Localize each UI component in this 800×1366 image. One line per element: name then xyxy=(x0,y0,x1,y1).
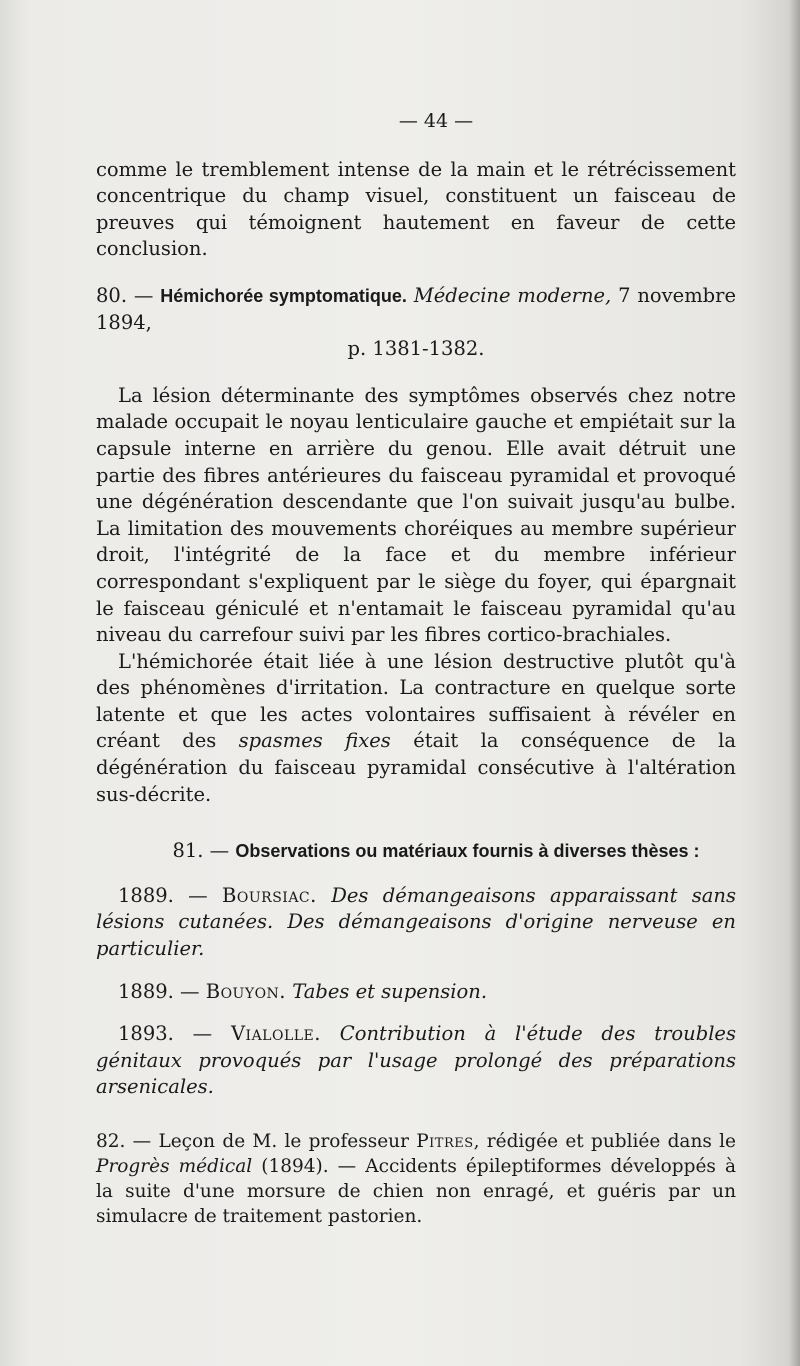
thesis-year: 1889. — xyxy=(118,979,200,1003)
intro-paragraph: comme le tremblement intense de la main et le rétrécissement concentrique du champ visuel, constituent un faisceau de preuves qui témoignent hautement en faveur de cette conclusion. xyxy=(96,157,736,261)
text-column xyxy=(96,108,736,1229)
thesis-title: Des démangeaisons apparaissant sans lésions cutanées. Des démangeaisons d'origine nerveuse en particulier. xyxy=(96,883,736,961)
thesis-author: Vialolle. xyxy=(230,1022,321,1046)
entry-80-source: Médecine moderne, xyxy=(413,283,612,307)
entry-82-author: Pitres xyxy=(416,1131,474,1152)
thesis-year: 1893. — xyxy=(118,1022,213,1046)
thesis-item xyxy=(96,883,736,963)
entry-81-header xyxy=(96,838,736,865)
entry-82-journal: Progrès médical xyxy=(96,1156,253,1177)
thesis-title: Contribution à l'étude des troubles génitaux provoqués par l'usage prolongé des préparations arsenicales. xyxy=(96,1022,736,1099)
paragraph-hemichoree-start: L'hémichorée était liée à une lésion destructive plutôt qu'à des phénomènes d'irritation. La contracture en quelque sorte latente et que les actes volontaires suffisaient à révéler en créant des xyxy=(96,649,736,753)
page-number: — 44 — xyxy=(398,110,474,132)
entry-82-start: 82. — Leçon de M. le professeur xyxy=(96,1131,409,1152)
thesis-item xyxy=(96,1021,736,1101)
thesis-year: 1889. — xyxy=(118,883,208,907)
entry-80-title: Hémichorée symptomatique. xyxy=(160,285,407,306)
entry-80-pages: p. 1381-1382. xyxy=(347,337,485,361)
entry-82-middle: , rédigée et publiée dans le xyxy=(473,1131,736,1152)
entry-80-header xyxy=(96,283,736,336)
entry-80-date: 7 novembre 1894, xyxy=(96,283,737,334)
thesis-author: Bouyon. xyxy=(205,979,287,1003)
entry-82-end: (1894). — Accidents épileptiformes développés à la suite d'une morsure de chien non enragé, et guéris par un simulacre de traitement pastorien. xyxy=(96,1156,736,1227)
paragraph-lesion: La lésion déterminante des symptômes observés chez notre malade occupait le noyau lenticulaire gauche et empiétait sur la capsule interne en arrière du genou. Elle avait détruit une partie des fibres antérieures du faisceau pyramidal et provoqué une dégénération descendante que l'on suivait jusqu'au bulbe. La limitation des mouvements choréiques au membre supérieur droit, l'intégrité de la face et du membre inférieur correspondant s'expliquent par le siège du foyer, qui épargnait le faisceau géniculé et n'entamait le faisceau pyramidal qu'au niveau du carrefour suivi par les fibres cortico-brachiales. xyxy=(96,383,736,647)
thesis-title: Tabes et supension. xyxy=(292,979,488,1003)
thesis-item xyxy=(96,979,736,1006)
page-edge-shadow xyxy=(788,0,800,1366)
paragraph-hemichoree xyxy=(96,649,736,809)
entry-82 xyxy=(96,1129,736,1229)
thesis-author: Boursiac. xyxy=(222,883,317,907)
paragraph-hemichoree-end: était la conséquence de la dégénération du faisceau pyramidal consécutive à l'altération sus-décrite. xyxy=(96,729,736,806)
entry-81-title: Observations ou matériaux fournis à diverses thèses : xyxy=(235,841,700,862)
entry-80-number: 80. — xyxy=(96,283,154,307)
entry-81-number: 81. — xyxy=(172,839,230,863)
paragraph-hemichoree-italic: spasmes fixes xyxy=(238,729,391,753)
